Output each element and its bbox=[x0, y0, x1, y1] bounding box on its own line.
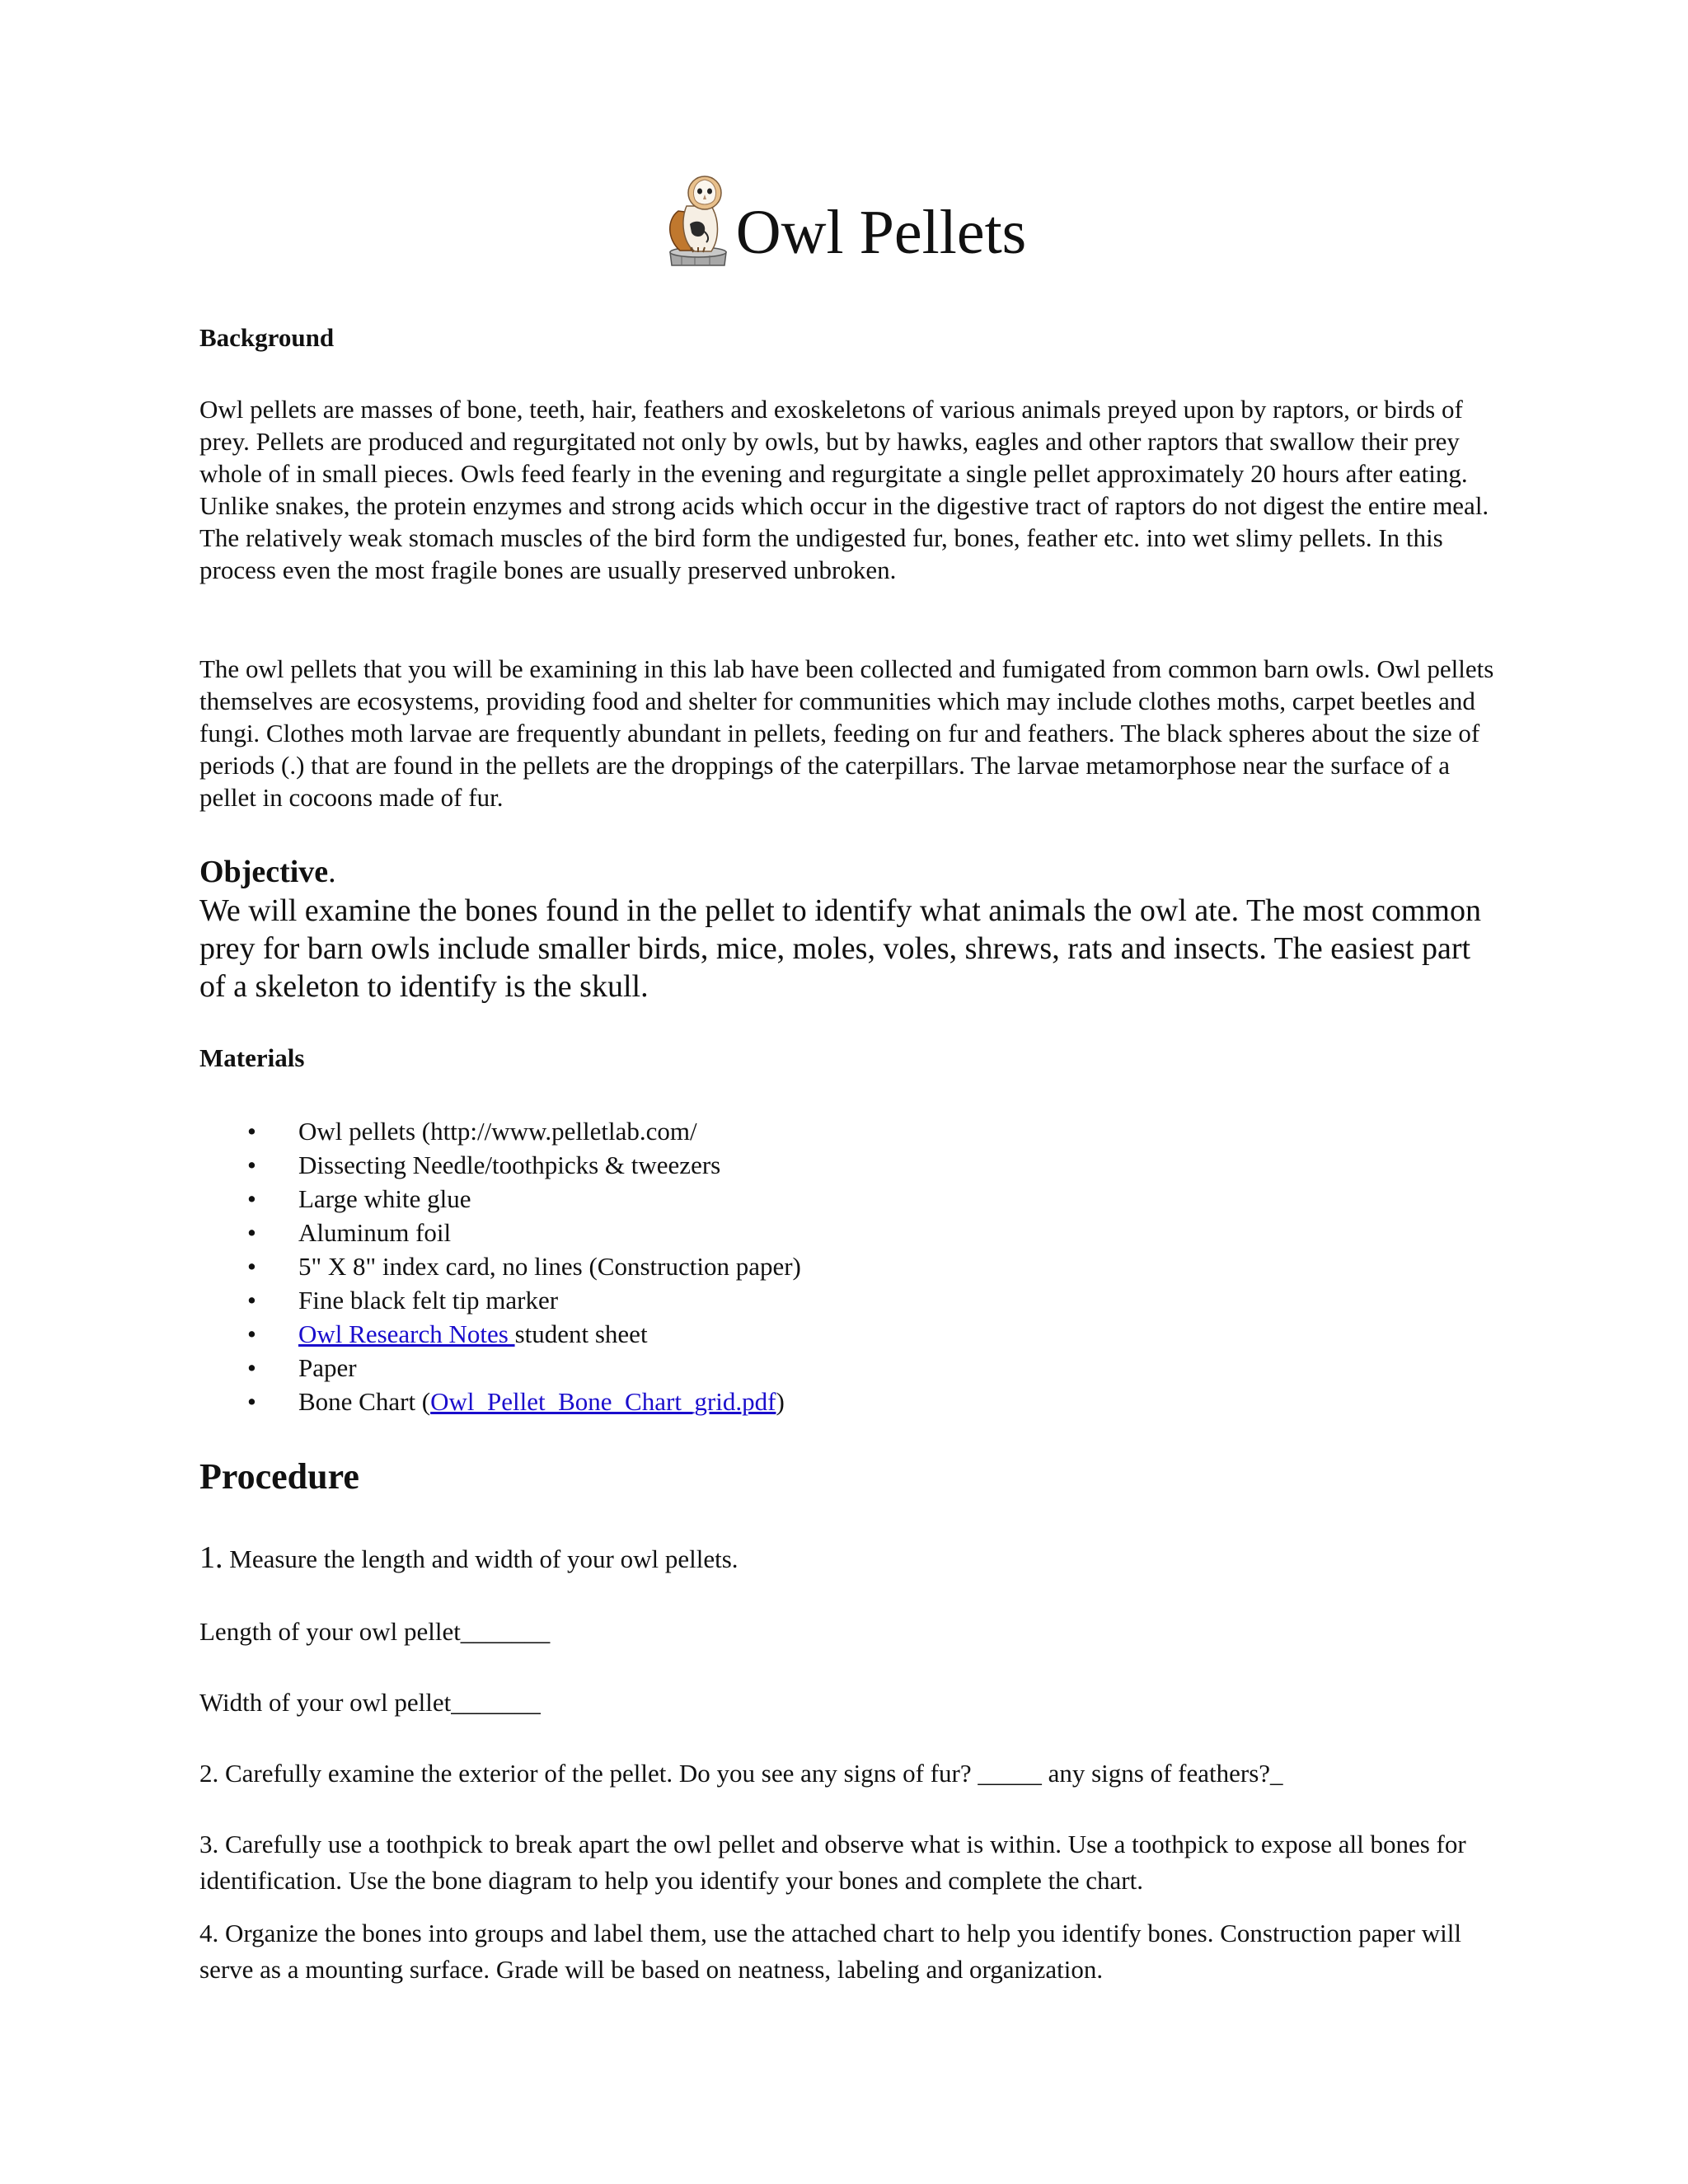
material-label: student sheet bbox=[514, 1319, 648, 1348]
materials-heading: Materials bbox=[199, 1043, 305, 1072]
list-item bbox=[199, 1385, 1502, 1418]
procedure-heading: Procedure bbox=[199, 1456, 359, 1497]
material-label: 5" X 8" index card, no lines (Construction paper) bbox=[298, 1252, 801, 1281]
objective-text: We will examine the bones found in the pellet to identify what animals the owl ate. The most common prey for barn owls include smaller birds, mice, moles, voles, shrews, rats and insects. The easiest part of a skeleton to identify is the skull. bbox=[199, 893, 1481, 1004]
material-label: Aluminum foil bbox=[298, 1218, 452, 1247]
objective-heading-dot: . bbox=[328, 855, 336, 889]
background-paragraph-1: Owl pellets are masses of bone, teeth, hair, feathers and exoskeletons of various animals preyed upon by raptors, or birds of prey. Pellets are produced and regurgitated not only by owls, but by hawks, eagles and other raptors that swallow their prey whole of in small pieces. Owls feed fearly in the evening and regurgitate a single pellet approximately 20 hours after eating. Unlike snakes, the protein enzymes and strong acids which occur in the digestive tract of raptors do not digest the entire meal. The relatively weak stomach muscles of the bird form the undigested fur, bones, feather etc. into wet slimy pellets. In this process even the most fragile bones are usually preserved unbroken. bbox=[199, 395, 1489, 584]
material-label: Paper bbox=[298, 1353, 357, 1382]
material-label: Bone Chart ( bbox=[298, 1387, 431, 1416]
owl-research-notes-link[interactable]: Owl Research Notes bbox=[298, 1319, 515, 1348]
material-label: Dissecting Needle/toothpicks & tweezers bbox=[298, 1151, 721, 1179]
list-item bbox=[199, 1216, 1502, 1249]
material-label: Owl pellets (http://www.pelletlab.com/ bbox=[298, 1117, 697, 1146]
procedure-step-4: 4. Organize the bones into groups and label them, use the attached chart to help you identify bones. Construction paper will serve as a mounting surface. Grade will be based on neatness, labeling and organization. bbox=[199, 1919, 1461, 1984]
bullet-icon: • bbox=[247, 1353, 256, 1382]
procedure-step-3: 3. Carefully use a toothpick to break apart the owl pellet and observe what is within. Use a toothpick to expose all bones for identification. Use the bone diagram to help you identify your bones and complete the chart. bbox=[199, 1830, 1466, 1895]
list-item bbox=[199, 1283, 1502, 1317]
length-field-line: Length of your owl pellet_______ bbox=[199, 1617, 551, 1646]
objective-heading bbox=[199, 854, 1502, 890]
material-label: Large white glue bbox=[298, 1184, 471, 1213]
list-item bbox=[199, 1182, 1502, 1216]
list-item bbox=[199, 1317, 1502, 1351]
list-item bbox=[199, 1249, 1502, 1283]
bullet-icon: • bbox=[247, 1387, 256, 1416]
list-item bbox=[199, 1351, 1502, 1385]
bullet-icon: • bbox=[247, 1252, 256, 1281]
bullet-icon: • bbox=[247, 1286, 256, 1315]
title-row bbox=[0, 173, 1688, 269]
list-item bbox=[199, 1114, 1502, 1148]
bullet-icon: • bbox=[247, 1184, 256, 1213]
material-label: Fine black felt tip marker bbox=[298, 1286, 559, 1315]
procedure-step-2: 2. Carefully examine the exterior of the pellet. Do you see any signs of fur? _____ any signs of feathers?_ bbox=[199, 1759, 1283, 1788]
barn-owl-icon bbox=[662, 173, 734, 269]
bullet-icon: • bbox=[247, 1218, 256, 1247]
bone-chart-link[interactable]: Owl_Pellet_Bone_Chart_grid.pdf bbox=[430, 1387, 776, 1416]
bullet-icon: • bbox=[247, 1151, 256, 1179]
objective-heading-text: Objective bbox=[199, 855, 329, 889]
bullet-icon: • bbox=[247, 1319, 256, 1348]
procedure-step-1 bbox=[199, 1540, 1502, 1577]
background-paragraph-2: The owl pellets that you will be examining in this lab have been collected and fumigated from common barn owls. Owl pellets themselves are ecosystems, providing food and shelter for communities which may include clothes moths, carpet beetles and fungi. Clothes moth larvae are frequently abundant in pellets, feeding on fur and feathers. The black spheres about the size of periods (.) that are found in the pellets are the droppings of the caterpillars. The larvae metamorphose near the surface of a pellet in cocoons made of fur. bbox=[199, 654, 1494, 812]
materials-list bbox=[199, 1114, 1502, 1418]
width-field-line: Width of your owl pellet_______ bbox=[199, 1688, 541, 1717]
step-1-number: 1. bbox=[199, 1540, 223, 1575]
background-heading: Background bbox=[199, 323, 335, 352]
list-item bbox=[199, 1148, 1502, 1182]
step-1-text: Measure the length and width of your owl pellets. bbox=[223, 1544, 738, 1573]
bullet-icon: • bbox=[247, 1117, 256, 1146]
material-label: ) bbox=[776, 1387, 785, 1416]
page-title: Owl Pellets bbox=[735, 198, 1027, 267]
